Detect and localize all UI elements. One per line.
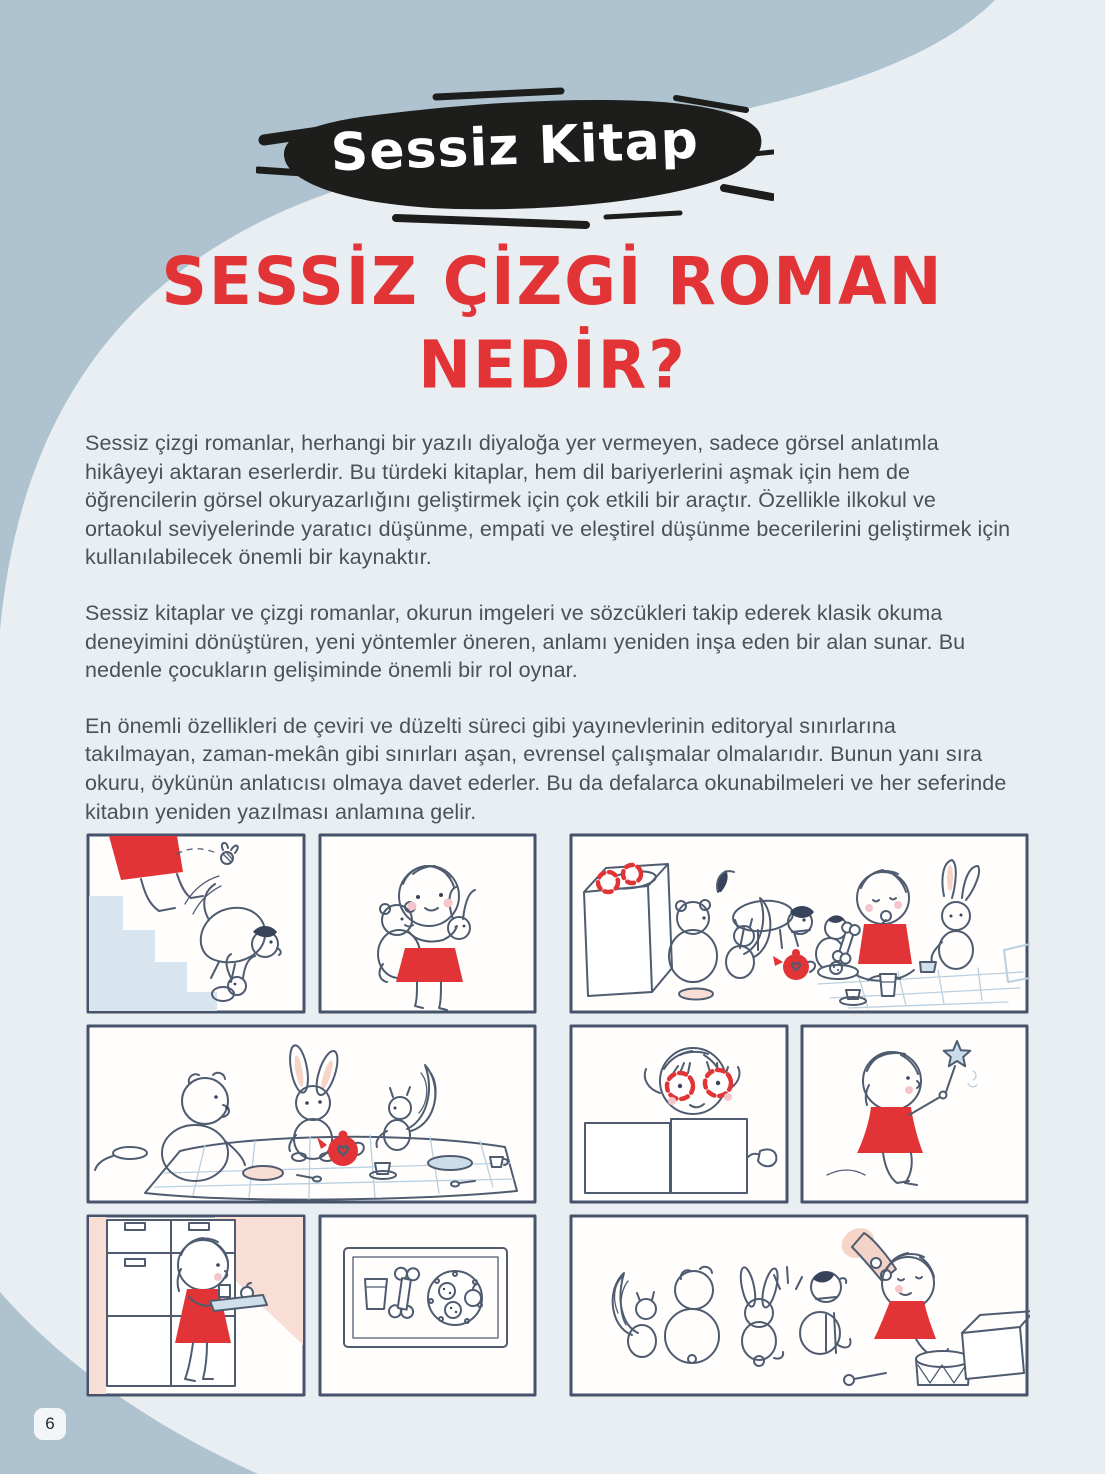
banner-title: Sessiz Kitap bbox=[329, 110, 700, 184]
paragraph: En önemli özellikleri de çeviri ve düzelti süreci gibi yayınevlerinin editoryal sınırlarına takılmayan, zaman-mekân gibi sınırları aşan, evrensel çalışmalar olmalarıdır. Bunun yanı sıra okuru, öykünün anlatıcısı olmaya davet ederler. Bu da defalarca okunabilmeleri ve her seferinde kitabın yeniden yazılması anlamına gelir. bbox=[85, 713, 1007, 824]
page-number-badge bbox=[34, 1408, 66, 1440]
intro-paragraphs bbox=[85, 429, 1013, 853]
comic-panel-kitchen-tray bbox=[85, 1213, 307, 1398]
comic-panel-star-wand bbox=[799, 1023, 1030, 1205]
comic-panel-ring-glasses bbox=[568, 1023, 790, 1205]
page-title-line-1: SESSİZ ÇİZGİ ROMAN bbox=[161, 243, 944, 320]
page-number: 6 bbox=[45, 1414, 55, 1433]
page-title-line-2: NEDİR? bbox=[418, 327, 687, 404]
comic-panel-horn-blowing bbox=[568, 1213, 1030, 1398]
paragraph: Sessiz kitaplar ve çizgi romanlar, okurun imgeleri ve sözcükleri takip ederek klasik okuma deneyimini dönüştüren, yeni yöntemler öneren, anlamı yeniden inşa eden bir alan sunar. Bu nedenle çocukların gelişiminde önemli bir rol oynar. bbox=[85, 600, 966, 683]
paragraph: Sessiz çizgi romanlar, herhangi bir yazılı diyaloğa yer vermeyen, sadece görsel anlatımla hikâyeyi aktaran eserlerdir. Bu türdeki kitaplar, hem dil bariyerlerini aşmak için hem de öğrencilerin görsel okuryazarlığını geliştirmek için çok etkili bir araçtır. Özellikle ilkokul ve ortaokul seviyelerinde yaratıcı düşünme, empati ve eleştirel düşünme becerilerini geliştirmek için kullanılabilecek önemli bir kaynaktır. bbox=[85, 431, 1011, 570]
comic-panel-tea-party bbox=[568, 832, 1030, 1015]
page-title bbox=[0, 241, 1105, 407]
comic-panel-picnic-toys bbox=[85, 1023, 538, 1205]
comic-panel-tray-picture bbox=[317, 1213, 538, 1398]
section-banner bbox=[256, 68, 774, 238]
comic-panel-dog-stairs bbox=[85, 832, 307, 1015]
comic-panel-girl-hugging-toys bbox=[317, 832, 538, 1015]
